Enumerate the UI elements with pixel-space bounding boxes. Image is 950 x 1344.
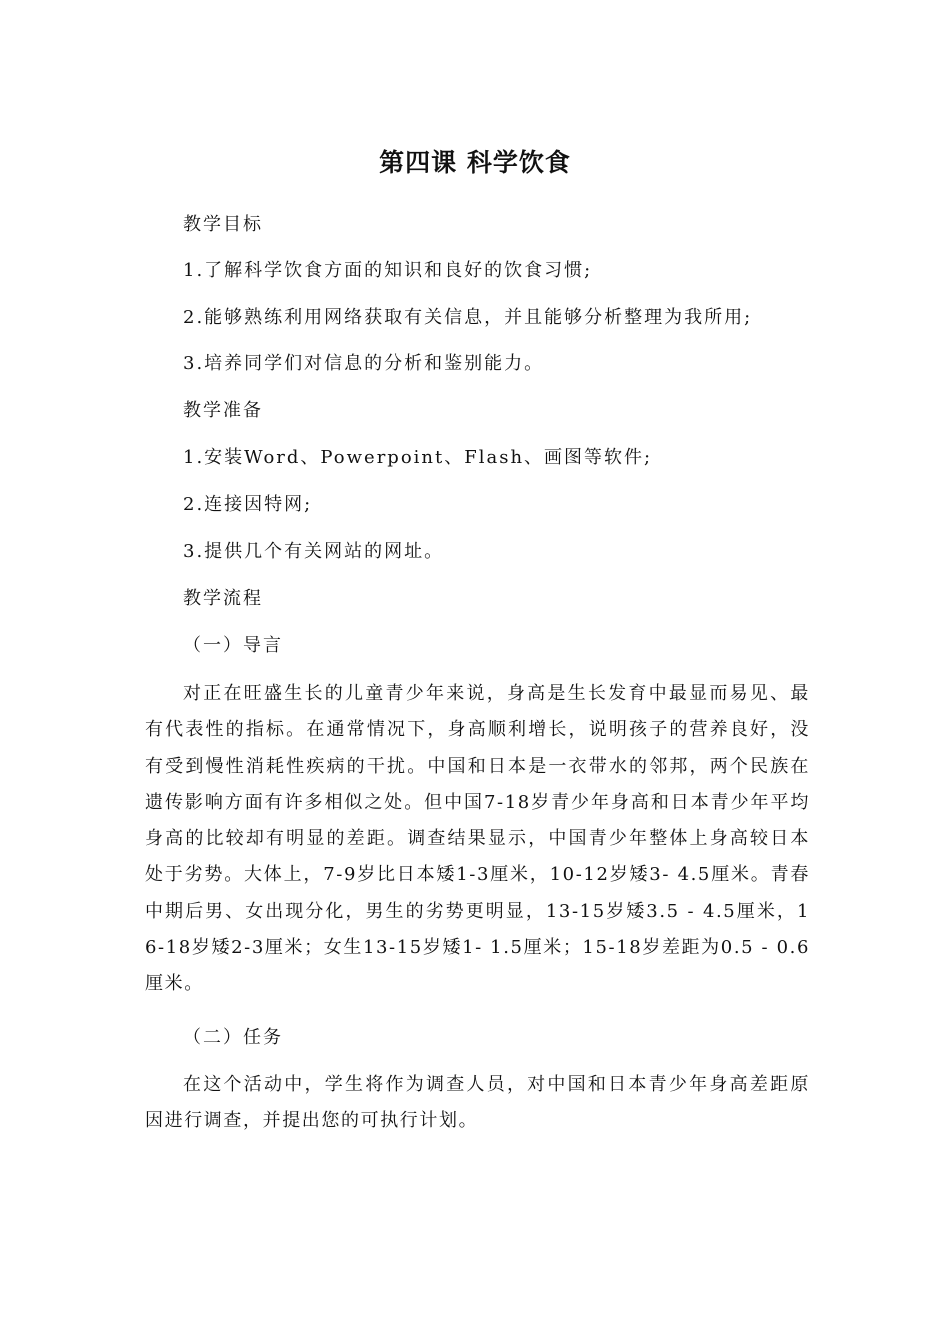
objectives-heading: 教学目标 (183, 214, 263, 235)
preparation-item-3: 3.提供几个有关网站的网址。 (183, 541, 445, 562)
preparation-item-2: 2.连接因特网; (183, 494, 313, 515)
intro-paragraph: 对正在旺盛生长的儿童青少年来说，身高是生长发育中最显而易见、最有代表性的指标。在通常情况下，身高顺利增长，说明孩子的营养良好，没有受到慢性消耗性疾病的干扰。中国和日本是一衣带水的邻邦，两个民族在遗传影响方面有许多相似之处。但中国7-18岁青少年身高和日本青少年平均身高的比较却有明显的差距。调查结果显示，中国青少年整体上身高较日本处于劣势。大体上，7-9岁比日本矮1-3厘米，10-12岁矮3- 4.5厘米。青春中期后男、女出现分化，男生的劣势更明显，13-15岁矮3.5 - 4.5厘米，16-18岁矮2-3厘米；女生13-15岁矮1- 1.5厘米；15-18岁差距为0.5 - 0.6厘米。 (145, 683, 810, 995)
preparation-heading: 教学准备 (183, 400, 263, 421)
preparation-item-1: 1.安装Word、Powerpoint、Flash、画图等软件; (183, 447, 653, 468)
task-paragraph: 在这个活动中，学生将作为调查人员，对中国和日本青少年身高差距原因进行调查，并提出您的可执行计划。 (145, 1074, 810, 1132)
objective-item-2: 2.能够熟练利用网络获取有关信息，并且能够分析整理为我所用; (183, 307, 753, 328)
objective-item-3: 3.培养同学们对信息的分析和鉴别能力。 (183, 353, 545, 374)
intro-heading: （一）导言 (183, 635, 283, 656)
task-heading: （二）任务 (183, 1027, 283, 1048)
process-heading: 教学流程 (183, 588, 263, 609)
page-title: 第四课 科学饮食 (379, 148, 571, 177)
objective-item-1: 1.了解科学饮食方面的知识和良好的饮食习惯; (183, 260, 593, 281)
